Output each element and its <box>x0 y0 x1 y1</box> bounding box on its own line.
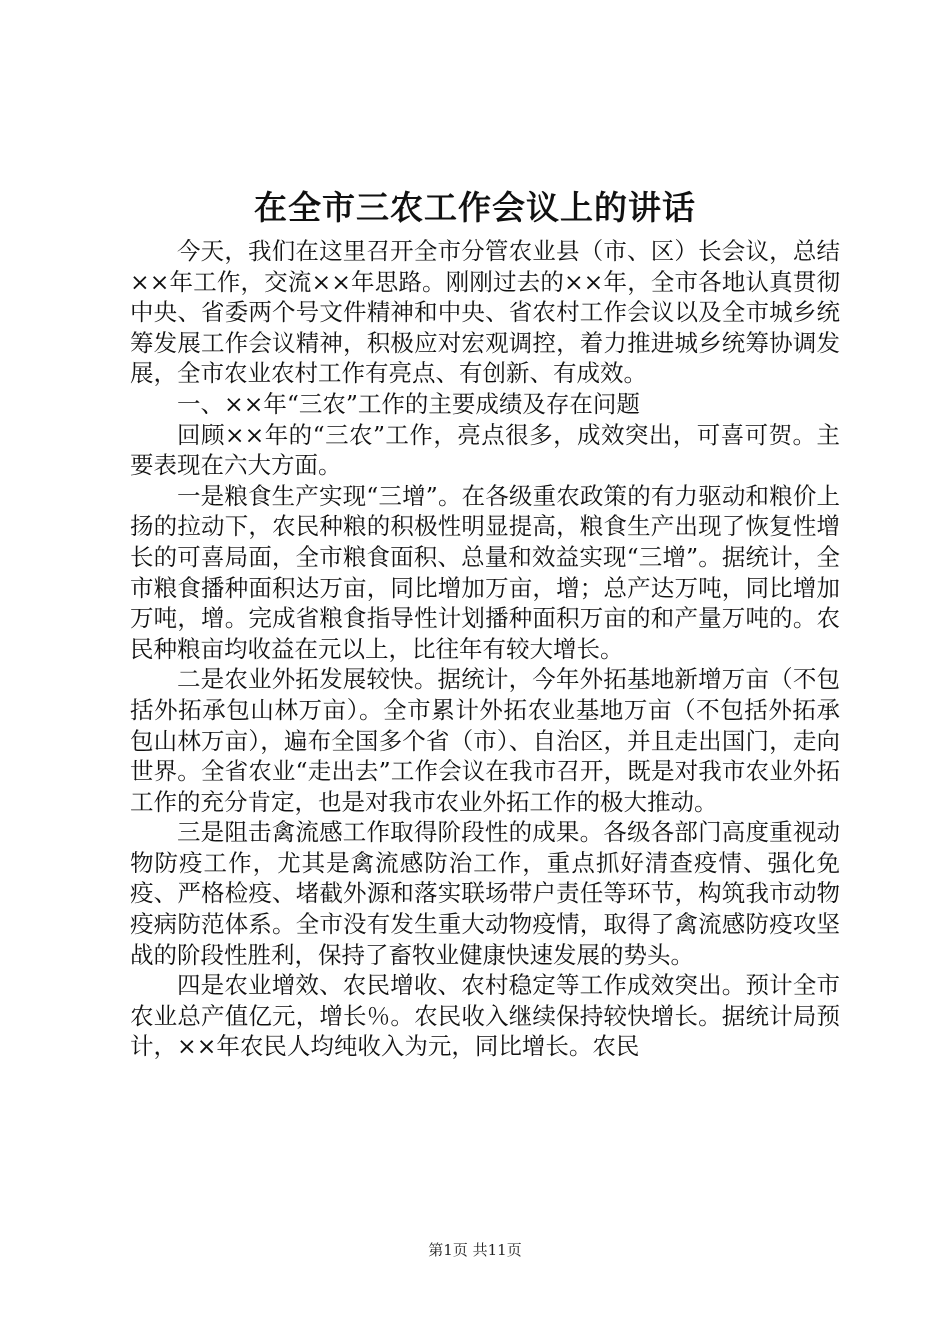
paragraph-bird-flu: 三是阻击禽流感工作取得阶段性的成果。各级各部门高度重视动物防疫工作，尤其是禽流感防治工作，重点抓好清查疫情、强化免疫、严格检疫、堵截外源和落实联场带户责任等环节，构筑我市动物疫病防范体系。全市没有发生重大动物疫情，取得了禽流感防疫攻坚战的阶段性胜利，保持了畜牧业健康快速发展的势头。 <box>130 818 840 969</box>
section-heading-1: 一、××年“三农”工作的主要成绩及存在问题 <box>177 389 640 418</box>
paragraph-intro: 今天，我们在这里召开全市分管农业县（市、区）长会议，总结××年工作，交流××年思路。刚刚过去的××年，全市各地认真贯彻中央、省委两个号文件精神和中央、省农村工作会议以及全市城乡统筹发展工作会议精神，积极应对宏观调控，着力推进城乡统筹协调发展，全市农业农村工作有亮点、有创新、有成效。 <box>130 237 840 388</box>
page-number: 第1页 共11页 <box>428 1241 522 1259</box>
document-title: 在全市三农工作会议上的讲话 <box>254 188 696 227</box>
paragraph-agriculture-expansion: 二是农业外拓发展较快。据统计，今年外拓基地新增万亩（不包括外拓承包山林万亩）。全市累计外拓农业基地万亩（不包括外拓承包山林万亩），遍布全国多个省（市）、自治区，并且走出国门，走向世界。全省农业“走出去”工作会议在我市召开，既是对我市农业外拓工作的充分肯定，也是对我市农业外拓工作的极大推动。 <box>130 665 840 816</box>
paragraph-income-growth: 四是农业增效、农民增收、农村稳定等工作成效突出。预计全市农业总产值亿元，增长％。农民收入继续保持较快增长。据统计局预计，××年农民人均纯收入为元，同比增长。农民 <box>130 971 840 1061</box>
paragraph-grain-production: 一是粮食生产实现“三增”。在各级重农政策的有力驱动和粮价上扬的拉动下，农民种粮的积极性明显提高，粮食生产出现了恢复性增长的可喜局面，全市粮食面积、总量和效益实现“三增”。据统计，全市粮食播种面积达万亩，同比增加万亩，增；总产达万吨，同比增加万吨，增。完成省粮食指导性计划播种面积万亩的和产量万吨的。农民种粮亩均收益在元以上，比往年有较大增长。 <box>130 481 840 663</box>
document-body <box>130 236 840 1062</box>
paragraph-review: 回顾××年的“三农”工作，亮点很多，成效突出，可喜可贺。主要表现在六大方面。 <box>130 420 840 480</box>
